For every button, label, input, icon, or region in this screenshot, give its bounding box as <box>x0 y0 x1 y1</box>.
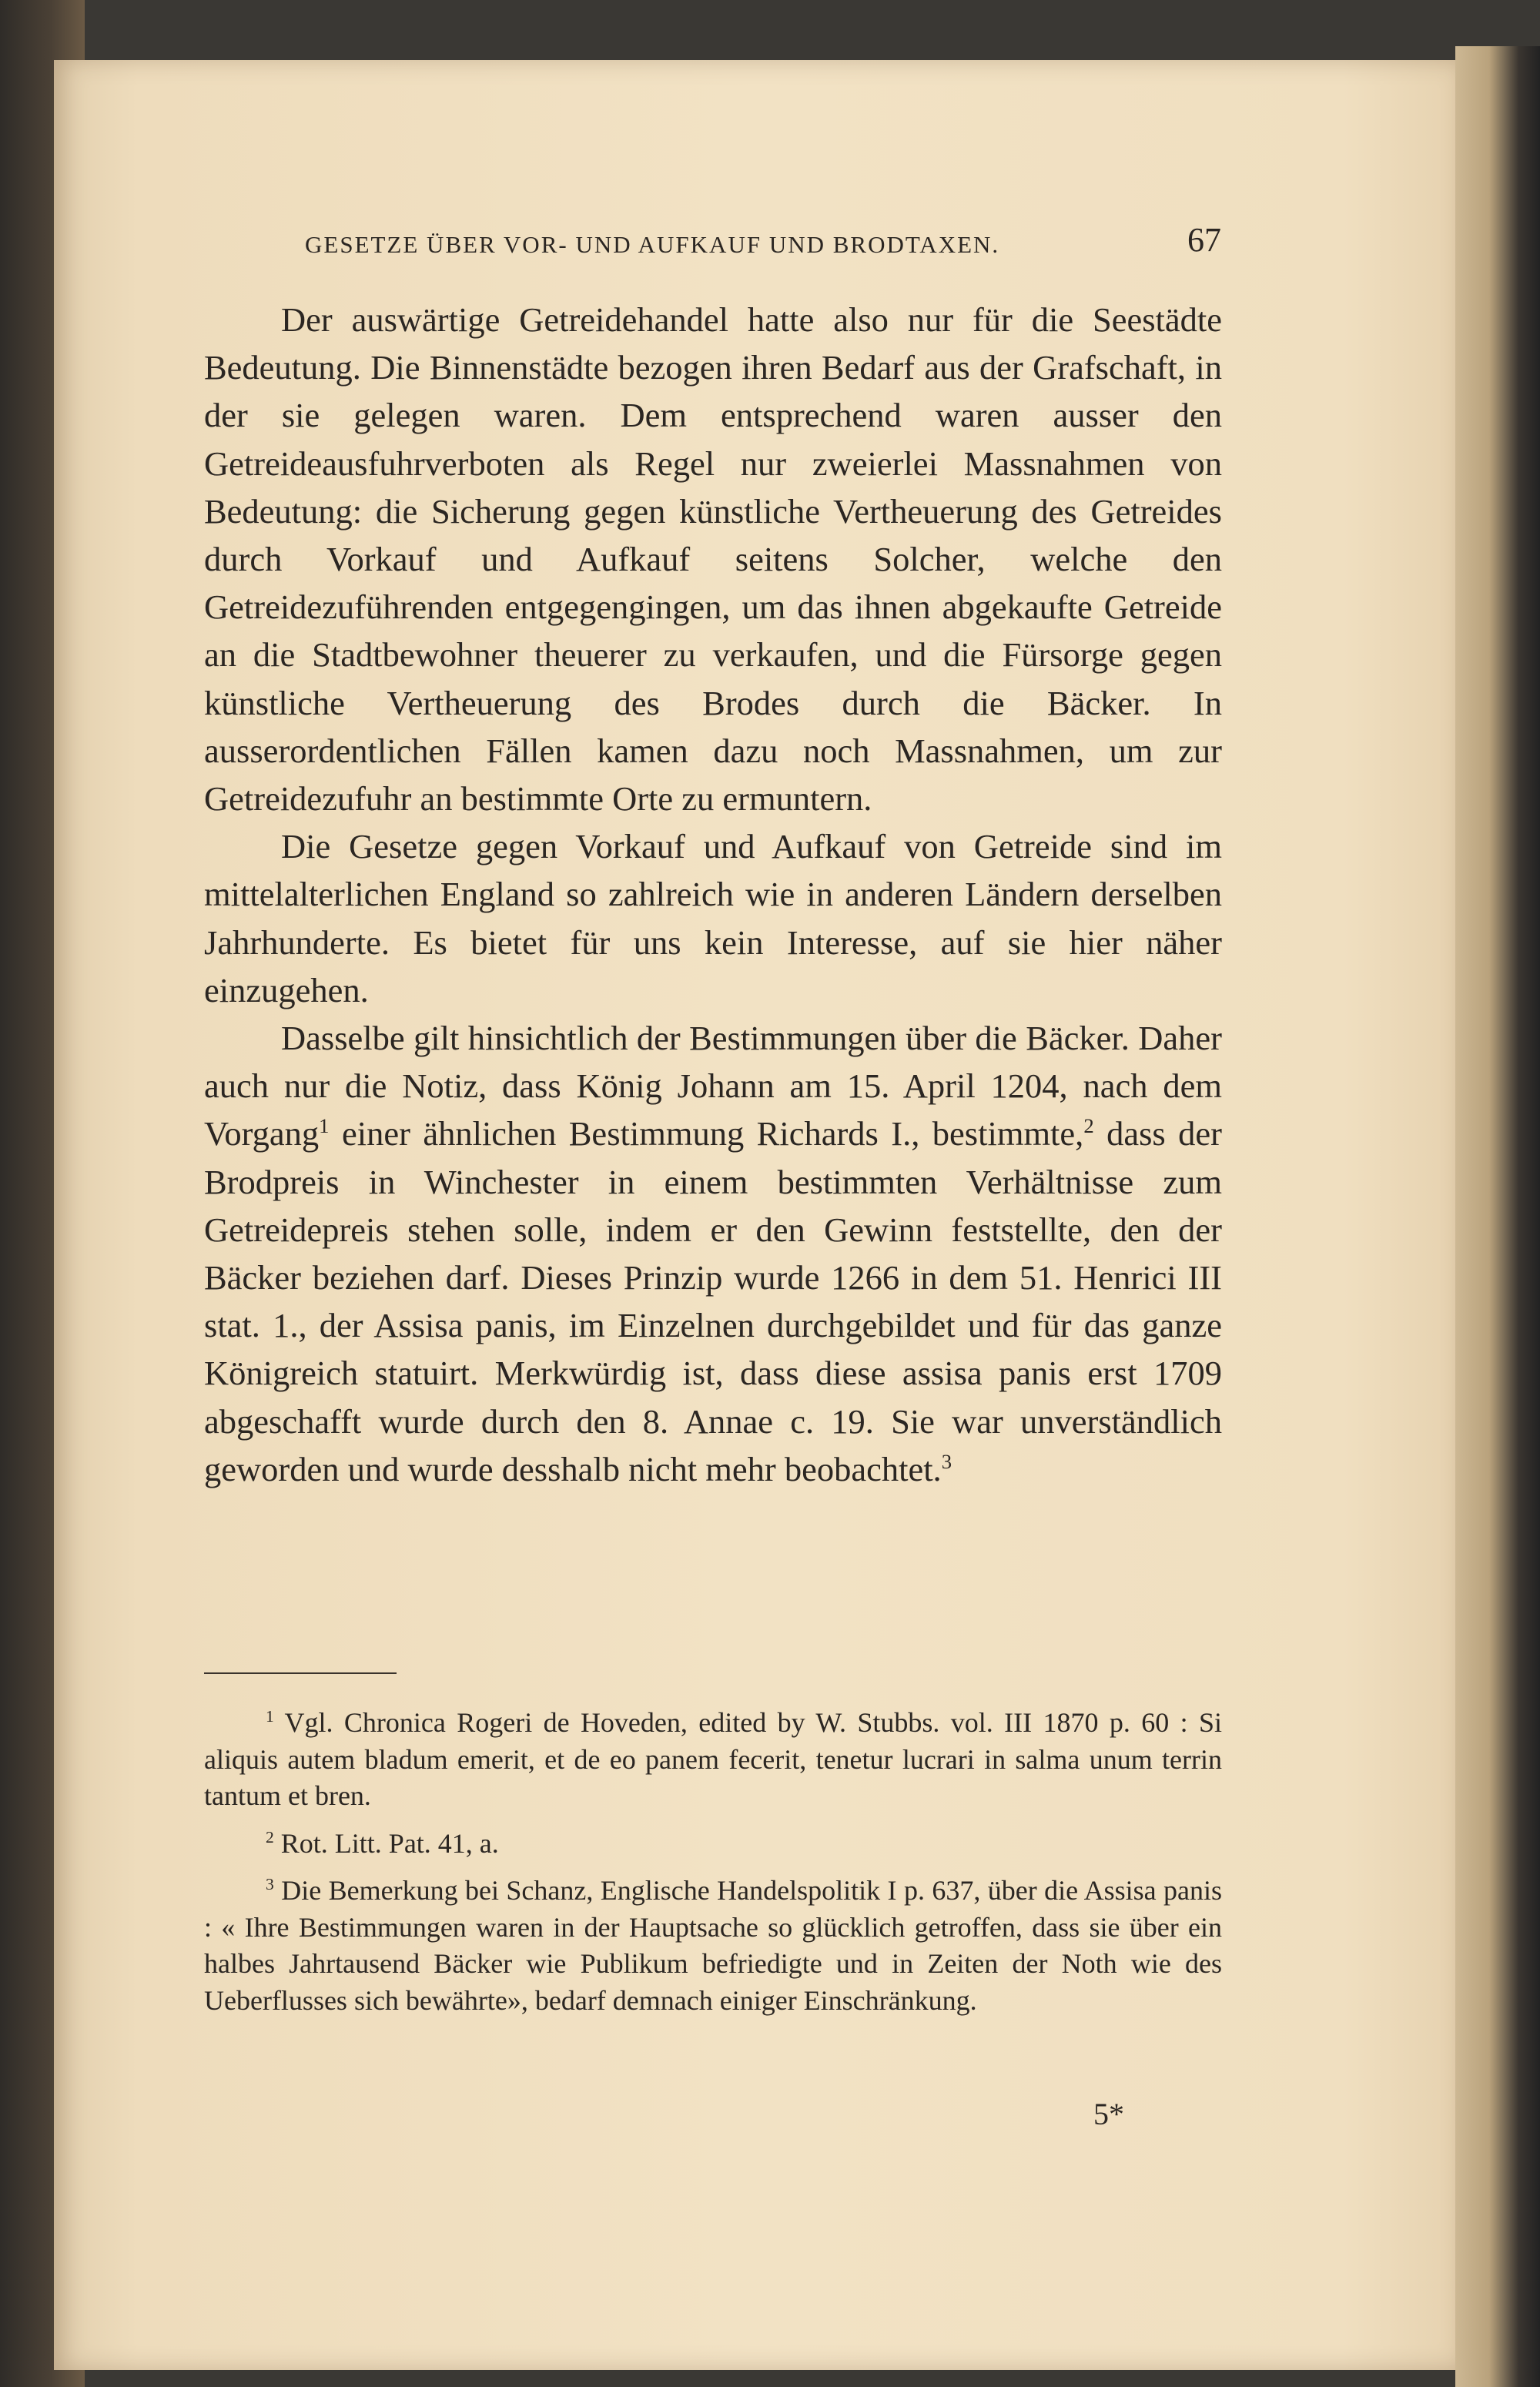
main-text <box>204 296 1222 1493</box>
paragraph: Der auswärtige Getreidehandel hatte also nur für die Seestädte Bedeutung. Die Binnenstädte bezogen ihren Bedarf aus der Grafschaft, in der sie gelegen waren. Dem entsprechend waren ausser den Getreideausfuhrverboten als Regel nur zweierlei Massnahmen von Bedeutung: die Sicherung gegen künstliche Vertheuerung des Getreides durch Vorkauf und Aufkauf seitens Solcher, welche den Getreidezuführenden entgegengingen, um das ihnen abgekaufte Getreide an die Stadtbewohner theuerer zu verkaufen, und die Fürsorge gegen künstliche Vertheuerung des Brodes durch die Bäcker. In ausserordentlichen Fällen kamen dazu noch Massnahmen, um zur Getreidezufuhr an bestimmte Orte zu ermuntern. <box>204 300 1222 819</box>
footnote-separator <box>204 1672 397 1674</box>
paragraph-text: Dasselbe gilt hinsichtlich der Bestimmungen über die Bäcker. Daher auch nur die Notiz, dass König Johann am 15. April 1204, nach dem Vorgang <box>204 1019 1222 1153</box>
paragraph-text: dass der Brodpreis in Winchester in einem bestimmten Verhältnisse zum Getreidepreis stehen solle, indem er den Gewinn feststellte, den der Bäcker beziehen darf. Dieses Prinzip wurde 1266 in dem 51. Henrici III stat. 1., der Assisa panis, im Einzelnen durchgebildet und für das ganze Königreich statuirt. Merkwürdig ist, dass diese assisa panis erst 1709 abgeschafft wurde durch den 8. Annae c. 19. Sie war unverständlich geworden und wurde desshalb nicht mehr beobachtet. <box>204 1114 1222 1488</box>
paragraph-text: einer ähnlichen Bestimmung Richards I., bestimmte, <box>329 1114 1084 1153</box>
footnote-ref: 2 <box>1083 1114 1094 1138</box>
footnote-ref: 1 <box>319 1114 330 1138</box>
page-number: 67 <box>1187 221 1221 259</box>
paragraph <box>204 1014 1222 1493</box>
footnote-text: Vgl. Chronica Rogeri de Hoveden, edited by W. Stubbs. vol. III 1870 p. 60 : Si aliquis autem bladum emerit, et de eo panem fecerit, tenetur lucrari in salma unum terrin tantum et bren. <box>204 1707 1222 1811</box>
running-header <box>305 220 1221 266</box>
footnote-mark: 1 <box>266 1707 274 1726</box>
running-title: GESETZE ÜBER VOR- UND AUFKAUF UND BRODTAXEN. <box>305 231 1000 258</box>
footnote-ref: 3 <box>941 1450 952 1474</box>
footnote-mark: 2 <box>266 1827 274 1846</box>
page-edge-right <box>1455 46 1540 2387</box>
footnote <box>204 1826 1222 1863</box>
footnote-text: Die Bemerkung bei Schanz, Englische Handelspolitik I p. 637, über die Assisa panis : « Ihre Bestimmungen waren in der Hauptsache so glücklich getroffen, dass sie über ein halbes Jahrtausend Bäcker wie Publikum befriedigte und in Zeiten der Noth wie des Ueberflusses sich bewährte», bedarf demnach einiger Einschränkung. <box>204 1875 1222 2016</box>
signature-mark: 5* <box>1093 2097 1124 2131</box>
paragraph: Die Gesetze gegen Vorkauf und Aufkauf von Getreide sind im mittelalterlichen England so zahlreich wie in anderen Ländern derselben Jahrhunderte. Es bietet für uns kein Interesse, auf sie hier näher einzugehen. <box>204 827 1222 1009</box>
footnote <box>204 1873 1222 2019</box>
footnote-text: Rot. Litt. Pat. 41, a. <box>280 1827 499 1859</box>
footnote-mark: 3 <box>266 1875 274 1893</box>
footnotes <box>204 1705 1222 2030</box>
footnote <box>204 1705 1222 1815</box>
